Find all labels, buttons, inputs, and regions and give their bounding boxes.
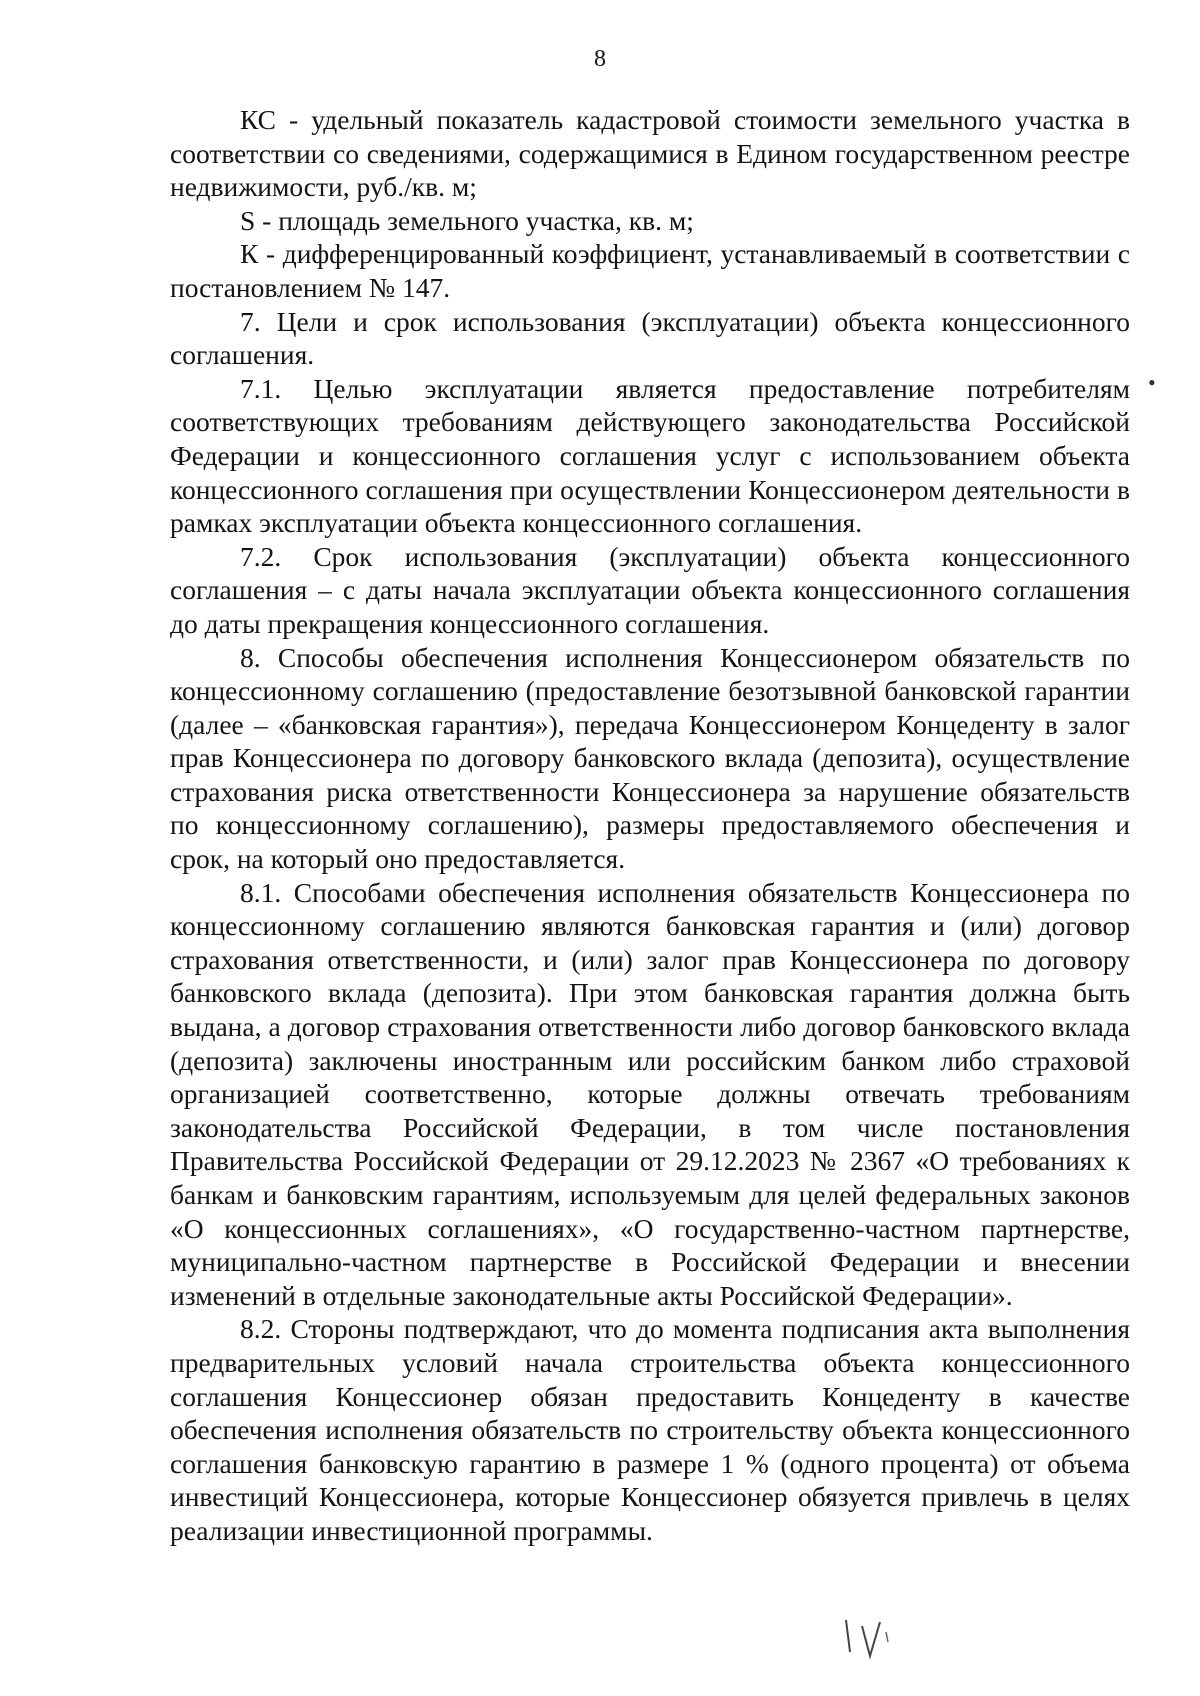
clause-7-1: 7.1. Целью эксплуатации является предоставление потребителям соответствующих требованиям действующего законодательства Российской Федерации и концессионного соглашения услуг с использованием объекта концессионного соглашения при осуществлении Концессионером деятельности в рамках эксплуатации объекта концессионного соглашения. — [170, 372, 1130, 539]
clause-8-2: 8.2. Стороны подтверждают, что до момента подписания акта выполнения предварительных условий начала строительства объекта концессионного соглашения Концессионер обязан предоставить Концеденту в качестве обеспечения исполнения обязательств по строительству объекта концессионного соглашения банковскую гарантию в размере 1 % (одного процента) от объема инвестиций Концессионера, которые Концессионер обязуется привлечь в целях реализации инвестиционной программы. — [170, 1313, 1130, 1546]
paragraph-s-definition: S - площадь земельного участка, кв. м; — [240, 204, 694, 236]
section-7-heading: 7. Цели и срок использования (эксплуатации) объекта концессионного соглашения. — [170, 305, 1130, 371]
handwritten-initials-mark — [840, 1612, 900, 1672]
clause-8-1: 8.1. Способами обеспечения исполнения обязательств Концессионера по концессионному соглашению являются банковская гарантия и (или) договор страхования ответственности, и (или) залог прав Концессионера по договору банковского вклада (депозита). При этом банковская гарантия должна быть выдана, а договор страхования ответственности либо договор банковского вклада (депозита) заключены иностранным или российским банком либо страховой организацией соответственно, которые должны отвечать требованиям законодательства Российской Федерации, в том числе постановления Правительства Российской Федерации от 29.12.2023 № 2367 «О требованиях к банкам и банковским гарантиям, используемым для целей федеральных законов «О концессионных соглашениях», «О государственно-частном партнерстве, муниципально-частном партнерстве в Российской Федерации и внесении изменений в отдельные законодательные акты Российской Федерации». — [170, 876, 1130, 1311]
page-number: 8 — [594, 46, 606, 72]
margin-dot-mark: • — [1148, 370, 1156, 395]
paragraph-k-definition: К - дифференцированный коэффициент, устанавливаемый в соответствии с постановлением № 147. — [170, 238, 1130, 303]
paragraph-ks-definition: КС - удельный показатель кадастровой стоимости земельного участка в соответствии со сведениями, содержащимися в Едином государственном реестре недвижимости, руб./кв. м; — [170, 104, 1130, 203]
section-8-heading: 8. Способы обеспечения исполнения Концессионером обязательств по концессионному соглашению (предоставление безотзывной банковской гарантии (далее – «банковская гарантия»), передача Концессионером Концеденту в залог прав Концессионера по договору банковского вклада (депозита), осуществление страхования риска ответственности Концессионера за нарушение обязательств по концессионному соглашению), размеры предоставляемого обеспечения и срок, на который оно предоставляется. — [170, 641, 1130, 875]
document-body — [170, 103, 1130, 1548]
clause-7-2: 7.2. Срок использования (эксплуатации) объекта концессионного соглашения – с даты начала эксплуатации объекта концессионного соглашения до даты прекращения концессионного соглашения. — [170, 540, 1130, 639]
